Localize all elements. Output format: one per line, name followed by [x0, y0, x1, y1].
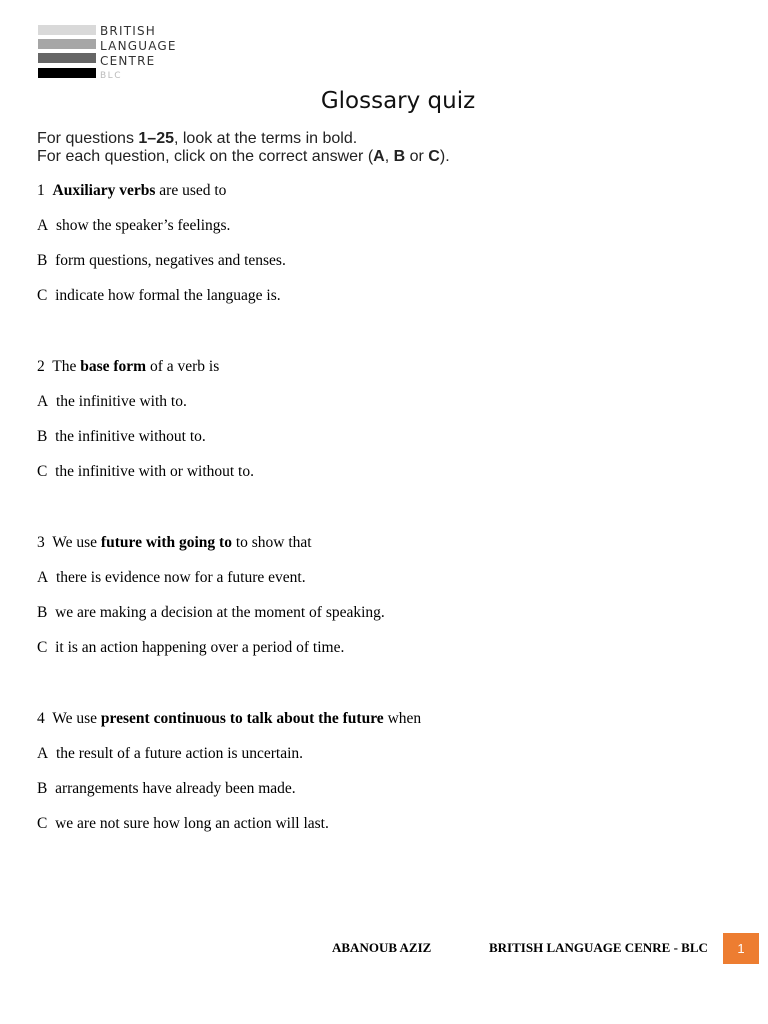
logo-text-language: LANGUAGE — [100, 39, 177, 53]
page-title: Glossary quiz — [320, 88, 476, 114]
question-1-option-c[interactable]: C indicate how formal the language is. — [37, 287, 281, 304]
question-1-stem: 1 Auxiliary verbs are used to — [37, 182, 227, 199]
logo-text-british: BRITISH — [100, 24, 157, 38]
logo-text-centre: CENTRE — [100, 54, 156, 68]
logo-bar-4 — [38, 68, 96, 78]
question-2-stem: 2 The base form of a verb is — [37, 358, 220, 375]
question-2-option-a[interactable]: A the infinitive with to. — [37, 393, 187, 410]
question-1-option-b[interactable]: B form questions, negatives and tenses. — [37, 252, 286, 269]
question-4-stem: 4 We use present continuous to talk about the future when — [37, 710, 422, 727]
logo-text-blc: BLC — [100, 71, 122, 81]
question-3-option-b[interactable]: B we are making a decision at the moment of speaking. — [37, 604, 385, 621]
question-3-option-a[interactable]: A there is evidence now for a future event. — [37, 569, 306, 586]
footer-author: ABANOUB AZIZ — [332, 940, 432, 955]
question-3-stem: 3 We use future with going to to show that — [37, 534, 312, 551]
logo-bar-1 — [38, 25, 96, 35]
page-number-badge: 1 — [723, 933, 759, 964]
question-4-option-b[interactable]: B arrangements have already been made. — [37, 780, 296, 797]
logo-bar-3 — [38, 53, 96, 63]
logo-bar-2 — [38, 39, 96, 49]
blc-logo — [38, 24, 188, 84]
question-2-option-b[interactable]: B the infinitive without to. — [37, 428, 206, 445]
footer-organization: BRITISH LANGUAGE CENRE - BLC — [489, 940, 708, 955]
question-4-option-c[interactable]: C we are not sure how long an action will last. — [37, 815, 329, 832]
question-4-option-a[interactable]: A the result of a future action is uncertain. — [37, 745, 303, 762]
instructions-line-1: For questions 1–25, look at the terms in bold. — [37, 130, 358, 147]
instructions-line-2: For each question, click on the correct answer (A, B or C). — [37, 148, 450, 165]
question-2-option-c[interactable]: C the infinitive with or without to. — [37, 463, 254, 480]
instructions — [37, 130, 450, 166]
question-1-option-a[interactable]: A show the speaker’s feelings. — [37, 217, 231, 234]
question-3-option-c[interactable]: C it is an action happening over a period of time. — [37, 639, 345, 656]
